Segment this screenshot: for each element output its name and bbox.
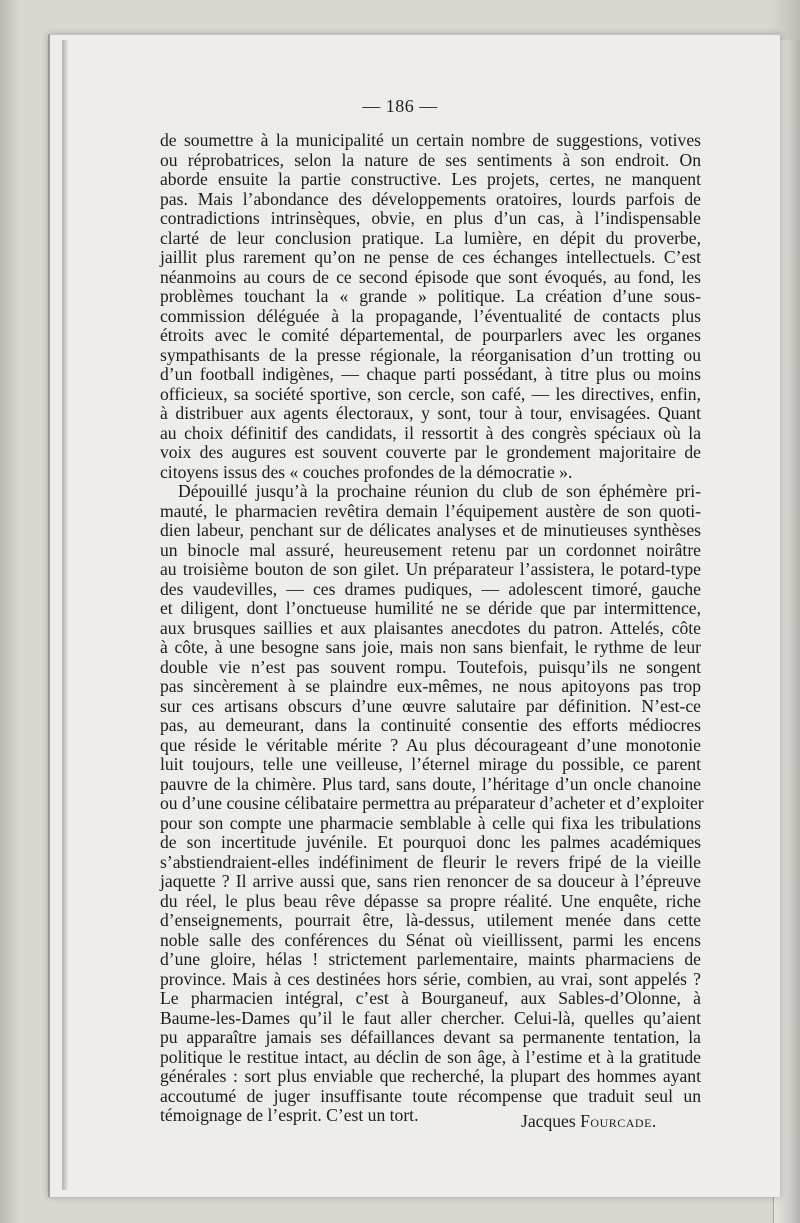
author-signature [521, 1112, 657, 1132]
text-line: du réel, le plus beau rêve dépasse sa propre réalité. Une enquête, riche [160, 890, 701, 911]
text-line: d’une gloire, hélas ! strictement parlementaire, maints pharmaciens de [160, 949, 701, 969]
text-line: pas, au demeurant, dans la continuité consentie des efforts médiocres [160, 715, 701, 735]
text-line: Baume-les-Dames qu’il le faut aller chercher. Celui-là, quelles qu’aient [160, 1007, 701, 1028]
author-first-name: Jacques [521, 1111, 576, 1131]
text-line: double vie n’est pas souvent rompu. Toutefois, puisqu’ils ne songent [160, 656, 701, 677]
text-line: s’abstiendraient-elles indéfiniment de fleurir le revers fripé de la vieille [160, 851, 701, 872]
text-line: officieux, sa société sportive, son cercle, son café, — les directives, enfin, [160, 383, 701, 404]
text-line: d’enseignements, pourrait être, là-dessus, utilement menée dans cette [160, 910, 701, 930]
text-line: à côte, à une besogne sans joie, mais non sans bienfait, le rythme de leur [160, 637, 701, 657]
text-line: problèmes touchant la « grande » politique. La création d’une sous- [160, 286, 701, 306]
text-line: mauté, le pharmacien revêtira demain l’équipement austère de son quoti- [160, 500, 701, 521]
text-line: générales : sort plus enviable que recherché, la plupart des hommes ayant [160, 1066, 701, 1086]
text-line: noble salle des conférences du Sénat où vieillissent, parmi les encens [160, 929, 701, 950]
paragraph-1 [160, 131, 701, 482]
body-text [160, 130, 704, 1131]
text-line: pas sincèrement à se plaindre eux-mêmes, ne nous apitoyons pas trop [160, 676, 701, 696]
text-line: sur ces artisans obscurs d’une œuvre salutaire par définition. N’est-ce [160, 695, 701, 716]
page-number: — 186 — [362, 96, 438, 116]
text-line: ou réprobatrices, selon la nature de ses sentiments à son endroit. On [160, 149, 701, 170]
text-line: à distribuer aux agents électoraux, y sont, tour à tour, envisagées. Quant [160, 403, 701, 423]
text-line: au troisième bouton de son gilet. Un préparateur l’assistera, le potard-type [160, 559, 701, 579]
text-line: et diligent, dont l’onctueuse humilité ne se déride que par intermittence, [160, 598, 701, 618]
text-line: un binocle mal assuré, heureusement retenu par un cordonnet noirâtre [160, 539, 701, 560]
text-line: pour son compte une pharmacie semblable à celle qui fixa les tribulations [160, 812, 701, 833]
text-line: des vaudevilles, — ces drames pudiques, — adolescent timoré, gauche [160, 578, 701, 599]
text-line: néanmoins au cours de ce second épisode que sont évoqués, au fond, les [160, 266, 701, 287]
text-line: luit toujours, telle une veilleuse, l’éternel mirage du possible, ce parent [160, 754, 701, 774]
author-last-name: Fourcade. [580, 1111, 657, 1131]
text-line: de soumettre à la municipalité un certain nombre de suggestions, votives [160, 130, 701, 150]
closing-line [160, 1105, 701, 1131]
text-line: citoyens issus des « couches profondes de la démocratie ». [160, 461, 573, 482]
text-line: sympathisants de la presse régionale, la réorganisation d’un trotting ou [160, 344, 701, 365]
text-line: contradictions intrinsèques, obvie, en plus d’un cas, à l’indispensable [160, 208, 701, 228]
text-line: pauvre de la chimère. Plus tard, sans doute, l’héritage d’un oncle chanoine [160, 773, 701, 794]
paragraph-2 [160, 481, 704, 1131]
text-line: politique le restitue intact, au déclin de son âge, à l’estime et à la gratitude [160, 1046, 701, 1067]
text-line: que réside le véritable mérite ? Au plus décourageant d’une monotonie [160, 734, 701, 755]
text-line: étroits avec le comité départemental, de pourparlers avec les organes [160, 325, 701, 345]
text-line: commission déléguée à la propagande, l’éventualité de contacts plus [160, 305, 701, 326]
text-line: province. Mais à ces destinées hors série, combien, au vrai, sont appelés ? [160, 968, 701, 989]
text-line: pu apparaître jamais ses défaillances devant sa permanente tentation, la [160, 1027, 701, 1047]
text-line: clarté de leur conclusion pratique. La lumière, en dépit du proverbe, [160, 227, 701, 248]
text-line: ou d’une cousine célibataire permettra au préparateur d’acheter et d’exploiter [160, 793, 704, 813]
page-gutter-shadow [62, 40, 68, 1190]
text-line: dien labeur, penchant sur de délicates analyses et de minutieuses synthèses [160, 520, 701, 540]
text-line: aux brusques saillies et aux plaisantes anecdotes du patron. Attelés, côte [160, 617, 701, 638]
text-line: Le pharmacien intégral, c’est à Bourganeuf, aux Sables-d’Olonne, à [160, 988, 701, 1008]
text-line: accoutumé de juger insuffisante toute récompense que traduit seul un [160, 1085, 701, 1106]
text-line: voix des augures est souvent couverte par le grondement majoritaire de [160, 442, 701, 462]
text-line: aborde ensuite la partie constructive. Les projets, certes, ne manquent [160, 169, 701, 189]
text-line: d’un football indigènes, — chaque parti possédant, à titre plus ou moins [160, 364, 701, 384]
text-line: jaillit plus rarement qu’on ne pense de ces échanges intellectuels. C’est [160, 247, 701, 267]
text-line: jaquette ? Il arrive aussi que, sans rien renoncer de sa douceur à l’épreuve [160, 871, 701, 891]
text-line: de son incertitude juvénile. Et pourquoi donc les palmes académiques [160, 832, 701, 852]
text-line: pas. Mais l’abondance des développements oratoires, lourds parfois de [160, 188, 701, 209]
text-line: Dépouillé jusqu’à la prochaine réunion du club de son éphémère pri- [178, 481, 701, 501]
text-line: témoignage de l’esprit. C’est un tort. [160, 1105, 419, 1125]
text-line: au choix définitif des candidats, il ressortit à des congrès spéciaux où la [160, 422, 701, 443]
